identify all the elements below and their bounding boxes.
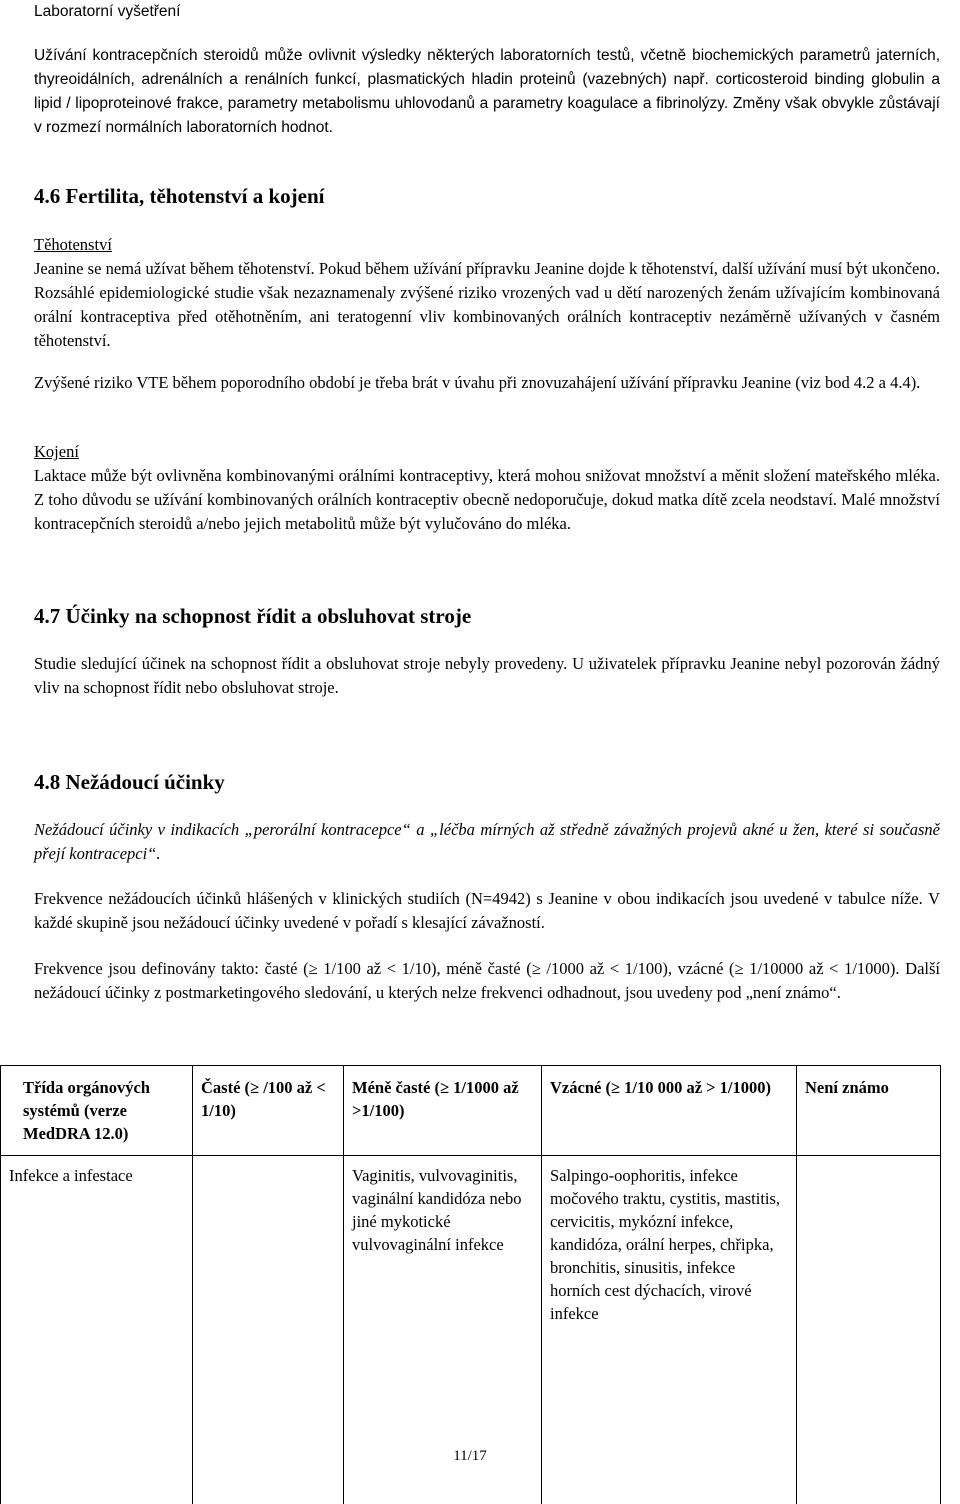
col-header-soc: Třída orgánových systémů (verze MedDRA 12.0)	[1, 1066, 193, 1156]
lab-paragraph: Užívání kontracepčních steroidů může ovlivnit výsledky některých laboratorních testů, včetně biochemických parametrů jaterních, thyreoidálních, adrenálních a renálních funkcí, plasmatických hladin proteinů (vazebných) např. corticosteroid binding globulin a lipid / lipoproteinové frakce, parametry metabolismu uhlovodanů a parametry koagulace a fibrinolýzy. Změny však obvykle zůstávají v rozmezí normálních laboratorních hodnot.	[34, 44, 940, 140]
heading-4-6: 4.6 Fertilita, těhotenství a kojení	[34, 184, 324, 209]
frequency-studies-paragraph: Frekvence nežádoucích účinků hlášených v klinických studiích (N=4942) s Jeanine v obou indikacích jsou uvedené v tabulce níže. V každé skupině jsou nežádoucí účinky uvedené v pořadí s klesající závažností.	[34, 887, 940, 935]
pregnancy-paragraph: Jeanine se nemá užívat během těhotenství. Pokud během užívání přípravku Jeanine dojde k těhotenství, další užívání musí být ukončeno. Rozsáhlé epidemiologické studie však nezaznamenaly zvýšené riziko vrozených vad u dětí narozených ženám užívajícím kombinovaná orální kontraceptiva před otěhotněním, ani teratogenní vliv kombinovaných orálních kontraceptiv nezáměrně užívaných v časném těhotenství.	[34, 257, 940, 353]
adverse-effects-table	[0, 1065, 941, 1504]
subheading-breastfeeding: Kojení	[34, 440, 940, 464]
heading-4-7: 4.7 Účinky na schopnost řídit a obsluhovat stroje	[34, 604, 471, 629]
subheading-pregnancy: Těhotenství	[34, 233, 940, 257]
indications-paragraph: Nežádoucí účinky v indikacích „perorální kontracepce“ a „léčba mírných až středně závažných projevů akné u žen, které si současně přejí kontracepci“.	[34, 818, 940, 866]
cell-rare: Salpingo-oophoritis, infekce močového traktu, cystitis, mastitis, cervicitis, mykózní infekce, kandidóza, orální herpes, chřipka, bronchitis, sinusitis, infekce horních cest dýchacích, virové infekce	[542, 1156, 797, 1504]
heading-4-8: 4.8 Nežádoucí účinky	[34, 770, 225, 795]
col-header-common: Časté (≥ /100 až < 1/10)	[193, 1066, 344, 1156]
cell-uncommon: Vaginitis, vulvovaginitis, vaginální kandidóza nebo jiné mykotické vulvovaginální infekce	[344, 1156, 542, 1504]
table-header-row	[1, 1066, 941, 1156]
col-header-uncommon: Méně časté (≥ 1/1000 až >1/100)	[344, 1066, 542, 1156]
section-title-lab: Laboratorní vyšetření	[34, 0, 940, 24]
driving-paragraph: Studie sledující účinek na schopnost řídit a obsluhovat stroje nebyly provedeny. U uživatelek přípravku Jeanine nebyl pozorován žádný vliv na schopnost řídit nebo obsluhovat stroje.	[34, 652, 940, 700]
cell-soc: Infekce a infestace	[1, 1156, 193, 1504]
breastfeeding-paragraph: Laktace může být ovlivněna kombinovanými orálními kontraceptivy, která mohou snižovat množství a měnit složení mateřského mléka. Z toho důvodu se užívání kombinovaných orálních kontraceptiv obecně nedoporučuje, dokud matka dítě zcela neodstaví. Malé množství kontracepčních steroidů a/nebo jejich metabolitů může být vylučováno do mléka.	[34, 464, 940, 536]
col-header-rare: Vzácné (≥ 1/10 000 až > 1/1000)	[542, 1066, 797, 1156]
vte-paragraph: Zvýšené riziko VTE během poporodního období je třeba brát v úvahu při znovuzahájení užívání přípravku Jeanine (viz bod 4.2 a 4.4).	[34, 371, 940, 395]
frequency-definition-paragraph: Frekvence jsou definovány takto: časté (≥ 1/100 až < 1/10), méně časté (≥ /1000 až < 1/100), vzácné (≥ 1/10000 až < 1/1000). Další nežádoucí účinky z postmarketingového sledování, u kterých nelze frekvenci odhadnout, jsou uvedeny pod „není známo“.	[34, 957, 940, 1005]
col-header-unknown: Není známo	[797, 1066, 941, 1156]
page-number: 11/17	[0, 1448, 940, 1465]
